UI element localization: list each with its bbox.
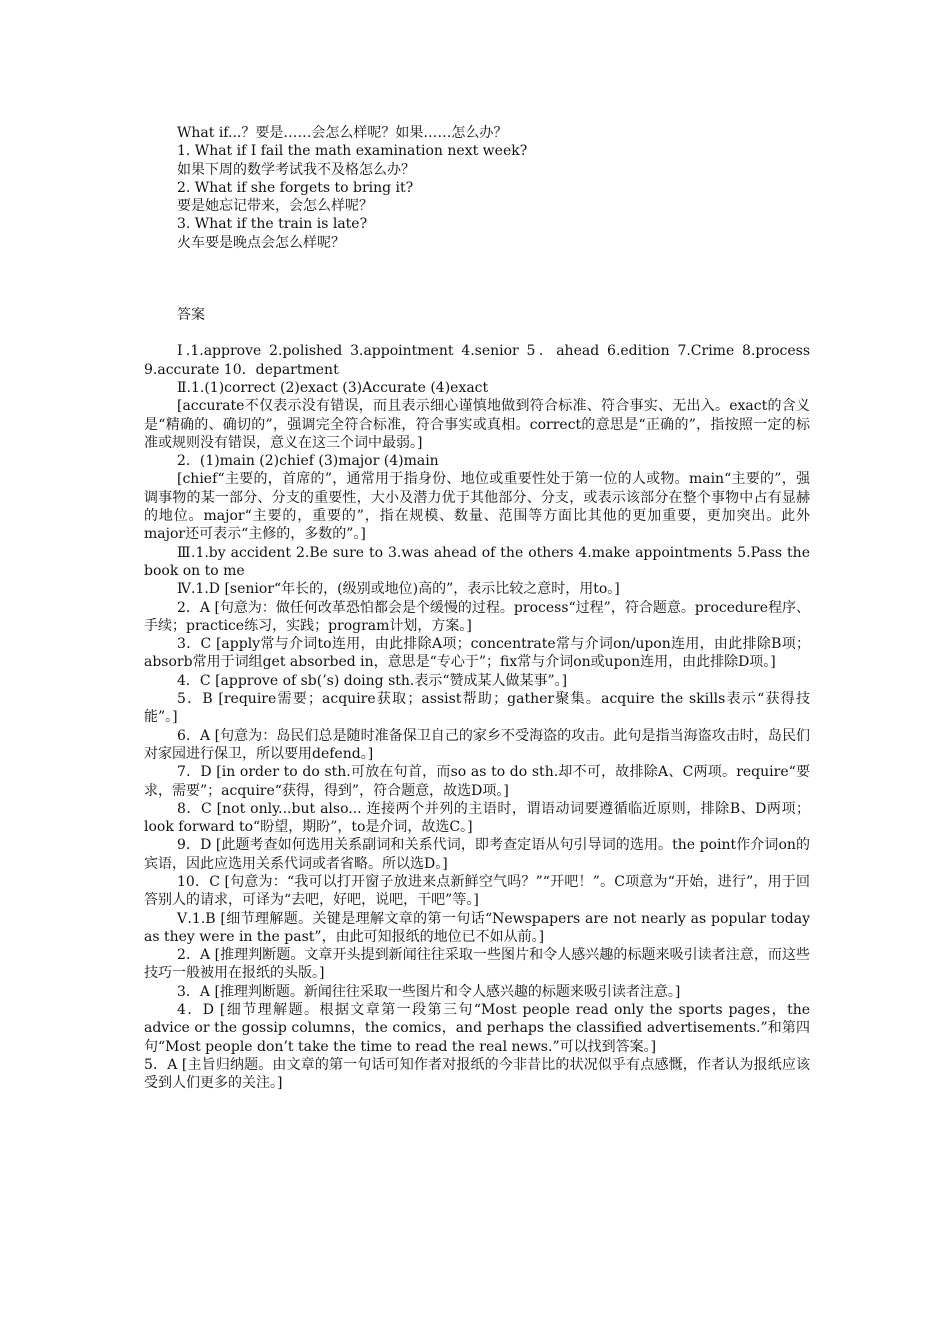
- answer-paragraph: Ⅰ.1.approve 2.polished 3.appointment 4.senior 5．ahead 6.edition 7.Crime 8.process 9.accurate 10．department: [144, 343, 810, 378]
- intro-line: 1. What if I fail the math examination next week?: [177, 143, 528, 160]
- intro-line: 如果下周的数学考试我不及格怎么办？: [177, 161, 415, 178]
- answer-paragraph: 5．A [主旨归纳题。由文章的第一句话可知作者对报纸的今非昔比的状况似乎有点感慨，作者认为报纸应该受到人们更多的关注。]: [144, 1056, 810, 1092]
- answer-paragraph: Ⅴ.1.B [细节理解题。关键是理解文章的第一句话“Newspapers are not nearly as popular today as they were in the past”，由此可知报纸的地位已不如从前。]: [144, 910, 810, 945]
- answer-paragraph: Ⅱ.1.(1)correct (2)exact (3)Accurate (4)exact: [177, 379, 489, 396]
- answer-paragraph: 3．C [apply常与介词to连用，由此排除A项；concentrate常与介词on/upon连用，由此排除B项；absorb常用于词组get absorbed in，意思是“专心于”；fix常与介词on或upon连用，由此排除D项。]: [144, 636, 810, 671]
- answer-paragraph: 8．C [not only...but also... 连接两个并列的主语时，谓语动词要遵循临近原则，排除B、D两项；look forward to“盼望，期盼”，to是介词，故选C。]: [144, 800, 810, 836]
- intro-line: 3. What if the train is late?: [177, 216, 368, 233]
- answer-paragraph: 10．C [句意为：“我可以打开窗子放进来点新鲜空气吗？”“开吧！”。C项意为“开始，进行”，用于回答别人的请求，可译为“去吧，好吧，说吧，干吧”等。]: [144, 873, 810, 909]
- answer-paragraph: 2．(1)main (2)chief (3)major (4)main: [177, 453, 439, 470]
- intro-heading: What if...？要是……会怎么样呢？如果……怎么办？: [177, 125, 508, 141]
- intro-line: 火车要是晚点会怎么样呢？: [177, 234, 345, 251]
- answer-paragraph: [chief“主要的，首席的”，通常用于指身份、地位或重要性处于第一位的人或物。main“主要的”，强调事物的某一部分、分支的重要性，大小及潜力优于其他部分、分支，或表示该部分在整个事物中占有显赫的地位。major“主要的，重要的”，指在规模、数量、范围等方面比其他的更加重要，更加突出。此外major还可表示“主修的，多数的”。]: [144, 471, 810, 543]
- answer-paragraph: 4．D [细节理解题。根据文章第一段第三句“Most people read only the sports pages，the advice or the gossip columns，the comics，and perhaps the classified advertisements.”和第四句“Most people don’t take the time to read the real news.”可以找到答案。]: [144, 1002, 810, 1055]
- intro-line: 要是她忘记带来，会怎么样呢？: [177, 198, 373, 215]
- answer-paragraph: 7．D [in order to do sth.可放在句首，而so as to do sth.却不可，故排除A、C两项。require“要求，需要”；acquire“获得，得到”，符合题意，故选D项。]: [144, 764, 810, 799]
- answer-paragraph: [accurate不仅表示没有错误，而且表示细心谨慎地做到符合标准、符合事实、无出入。exact的含义是“精确的、确切的”，强调完全符合标准，符合事实或真相。correct的意思是“正确的”，指按照一定的标准或规则没有错误，意义在这三个词中最弱。]: [144, 398, 810, 451]
- answer-paragraph: 4．C [approve of sb(’s) doing sth.表示“赞成某人做某事”。]: [177, 672, 568, 689]
- intro-line: 2. What if she forgets to bring it?: [177, 179, 414, 196]
- answer-paragraph: 2．A [推理判断题。文章开头提到新闻往往采取一些图片和令人感兴趣的标题来吸引读者注意，而这些技巧一般被用在报纸的头版。]: [144, 947, 810, 982]
- answer-paragraph: 9．D [此题考查如何选用关系副词和关系代词，即考查定语从句引导词的选用。the point作介词on的宾语，因此应选用关系代词或者省略。所以选D。]: [144, 837, 810, 872]
- answer-paragraph: Ⅳ.1.D [senior“年长的，(级别或地位)高的”，表示比较之意时，用to。]: [177, 581, 620, 598]
- answer-paragraph: 3．A [推理判断题。新闻往往采取一些图片和令人感兴趣的标题来吸引读者注意。]: [177, 983, 681, 1000]
- answer-paragraph: 6．A [句意为：岛民们总是随时准备保卫自己的家乡不受海盗的攻击。此句是指当海盗攻击时，岛民们对家园进行保卫，所以要用defend。]: [144, 727, 810, 762]
- answer-paragraph: 5．B [require需要；acquire获取；assist帮助；gather聚集。acquire the skills表示“获得技能”。]: [144, 691, 810, 726]
- document-page: [144, 124, 810, 1093]
- answer-paragraph: Ⅲ.1.by accident 2.Be sure to 3.was ahead of the others 4.make appointments 5.Pass the book on to me: [144, 544, 810, 579]
- answers-title: 答案: [177, 307, 205, 324]
- answer-paragraph: 2．A [句意为：做任何改革恐怕都会是个缓慢的过程。process“过程”，符合题意。procedure程序、手续；practice练习，实践；program计划，方案。]: [144, 599, 810, 634]
